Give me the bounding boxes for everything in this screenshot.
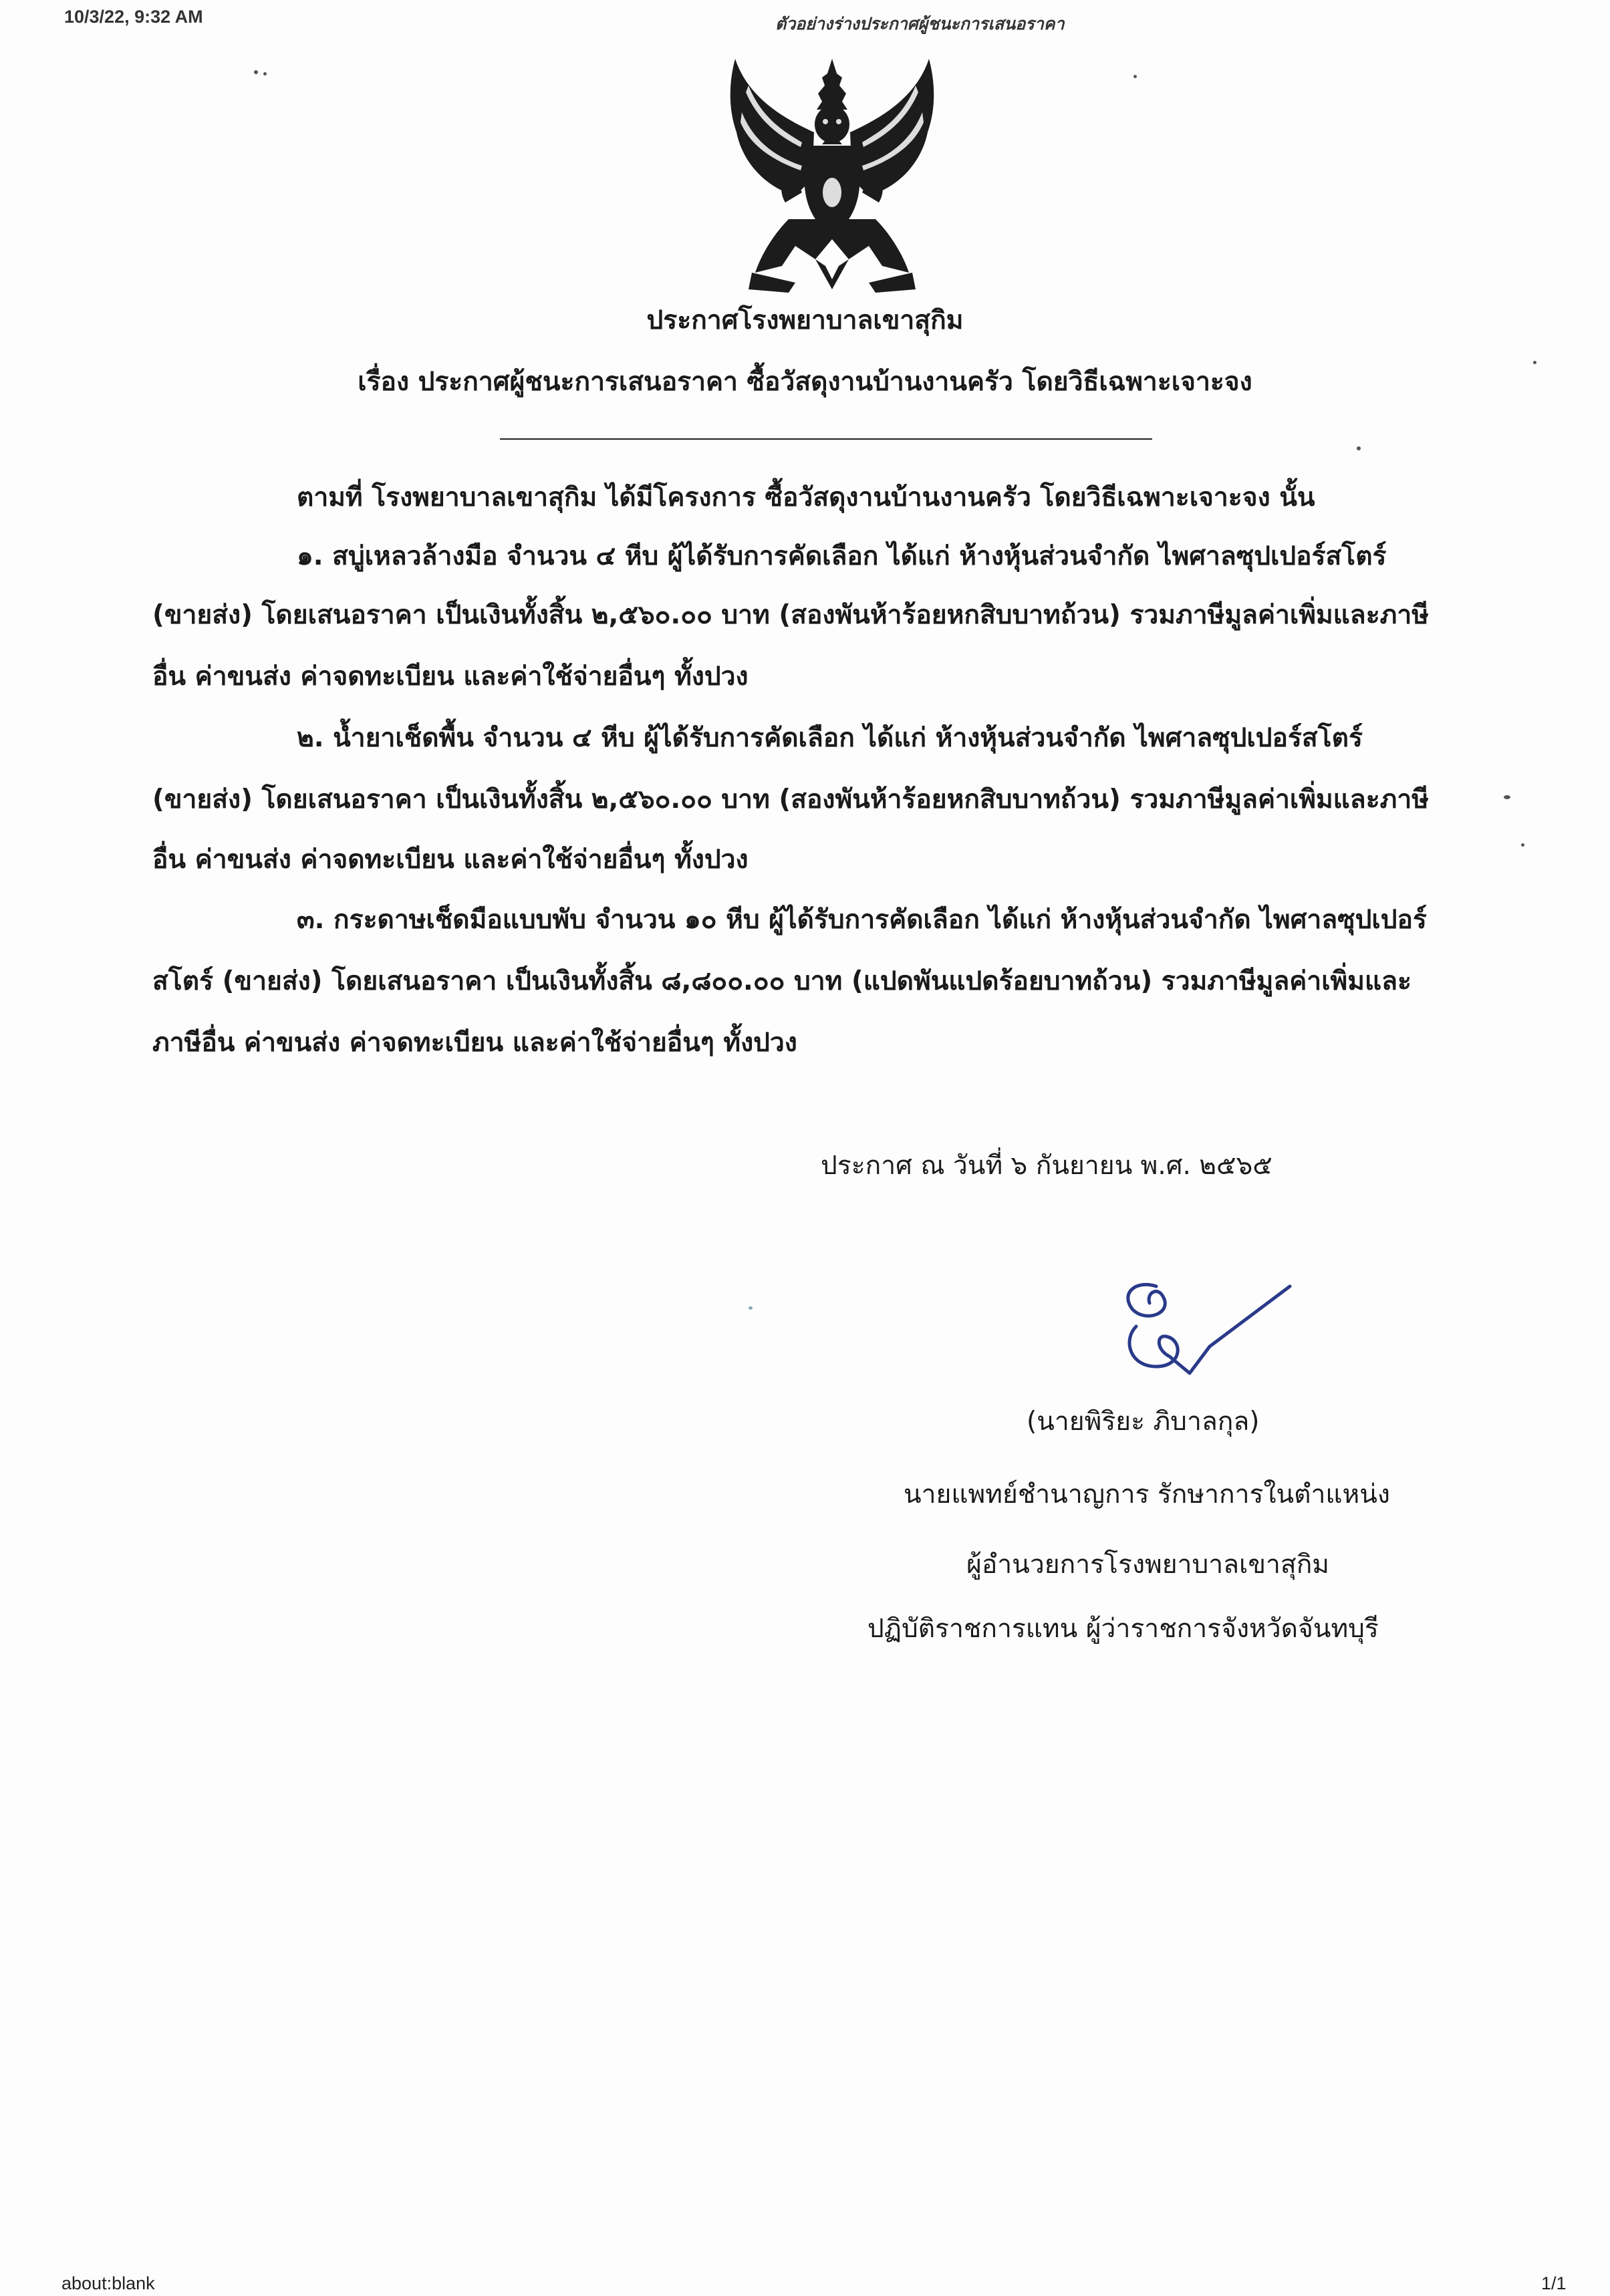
item-2-line-1: ๒. น้ำยาเช็ดพื้น จำนวน ๔ หีบ ผู้ได้รับการคัดเลือก ได้แก่ ห้างหุ้นส่วนจำกัด ไพศาลซุปเปอร์สโตร์ [297, 723, 1363, 753]
scan-speck [263, 72, 267, 76]
signatory-position-3: ปฏิบัติราชการแทน ผู้ว่าราชการจังหวัดจันทบุรี [867, 1614, 1379, 1644]
handwritten-signature-icon [1109, 1273, 1297, 1387]
scan-speck [749, 1306, 753, 1310]
title-divider [500, 438, 1152, 440]
scan-speck [1133, 75, 1137, 78]
scan-speck [1533, 361, 1536, 364]
item-3-line-2: สโตร์ (ขายส่ง) โดยเสนอราคา เป็นเงินทั้งสิ้น ๘,๘๐๐.๐๐ บาท (แปดพันแปดร้อยบาทถ้วน) รวมภาษีมูลค่าเพิ่มและ [152, 966, 1412, 996]
signatory-position-1: นายแพทย์ชำนาญการ รักษาการในตำแหน่ง [904, 1479, 1390, 1510]
scan-speck [254, 70, 258, 74]
intro-paragraph: ตามที่ โรงพยาบาลเขาสุกิม ได้มีโครงการ ซื้อวัสดุงานบ้านงานครัว โดยวิธีเฉพาะเจาะจง นั้น [297, 482, 1315, 513]
item-3-line-1: ๓. กระดาษเช็ดมือแบบพับ จำนวน ๑๐ หีบ ผู้ได้รับการคัดเลือก ได้แก่ ห้างหุ้นส่วนจำกัด ไพศาลซุปเปอร์ [297, 905, 1427, 935]
item-1-line-3: อื่น ค่าขนส่ง ค่าจดทะเบียน และค่าใช้จ่ายอื่นๆ ทั้งปวง [152, 662, 749, 692]
print-page-number: 1/1 [1541, 2273, 1567, 2293]
item-1-line-2: (ขายส่ง) โดยเสนอราคา เป็นเงินทั้งสิ้น ๒,๕๖๐.๐๐ บาท (สองพันห้าร้อยหกสิบบาทถ้วน) รวมภาษีมูลค่าเพิ่มและภาษี [152, 600, 1429, 630]
scan-speck [1521, 843, 1524, 847]
document-subject: เรื่อง ประกาศผู้ชนะการเสนอราคา ซื้อวัสดุงานบ้านงานครัว โดยวิธีเฉพาะเจาะจง [358, 367, 1252, 397]
signatory-position-2: ผู้อำนวยการโรงพยาบาลเขาสุกิม [966, 1550, 1330, 1580]
scan-speck [1504, 795, 1510, 799]
item-2-line-3: อื่น ค่าขนส่ง ค่าจดทะเบียน และค่าใช้จ่ายอื่นๆ ทั้งปวง [152, 845, 749, 875]
print-page-title: ตัวอย่างร่างประกาศผู้ชนะการเสนอราคา [775, 14, 1065, 33]
scan-speck [1357, 446, 1361, 450]
signatory-name: (นายพิริยะ ภิบาลกุล) [1027, 1407, 1260, 1437]
garuda-emblem-icon [722, 59, 942, 293]
item-1-line-1: ๑. สบู่เหลวล้างมือ จำนวน ๔ หีบ ผู้ได้รับการคัดเลือก ได้แก่ ห้างหุ้นส่วนจำกัด ไพศาลซุปเปอร์สโตร์ [297, 541, 1387, 571]
item-3-line-3: ภาษีอื่น ค่าขนส่ง ค่าจดทะเบียน และค่าใช้จ่ายอื่นๆ ทั้งปวง [152, 1028, 797, 1058]
announcement-date: ประกาศ ณ วันที่ ๖ กันยายน พ.ศ. ๒๕๖๕ [821, 1151, 1272, 1181]
print-datetime: 10/3/22, 9:32 AM [64, 7, 203, 27]
item-2-line-2: (ขายส่ง) โดยเสนอราคา เป็นเงินทั้งสิ้น ๒,๕๖๐.๐๐ บาท (สองพันห้าร้อยหกสิบบาทถ้วน) รวมภาษีมูลค่าเพิ่มและภาษี [152, 784, 1429, 815]
document-title: ประกาศโรงพยาบาลเขาสุกิม [646, 305, 964, 335]
print-url: about:blank [61, 2273, 155, 2293]
